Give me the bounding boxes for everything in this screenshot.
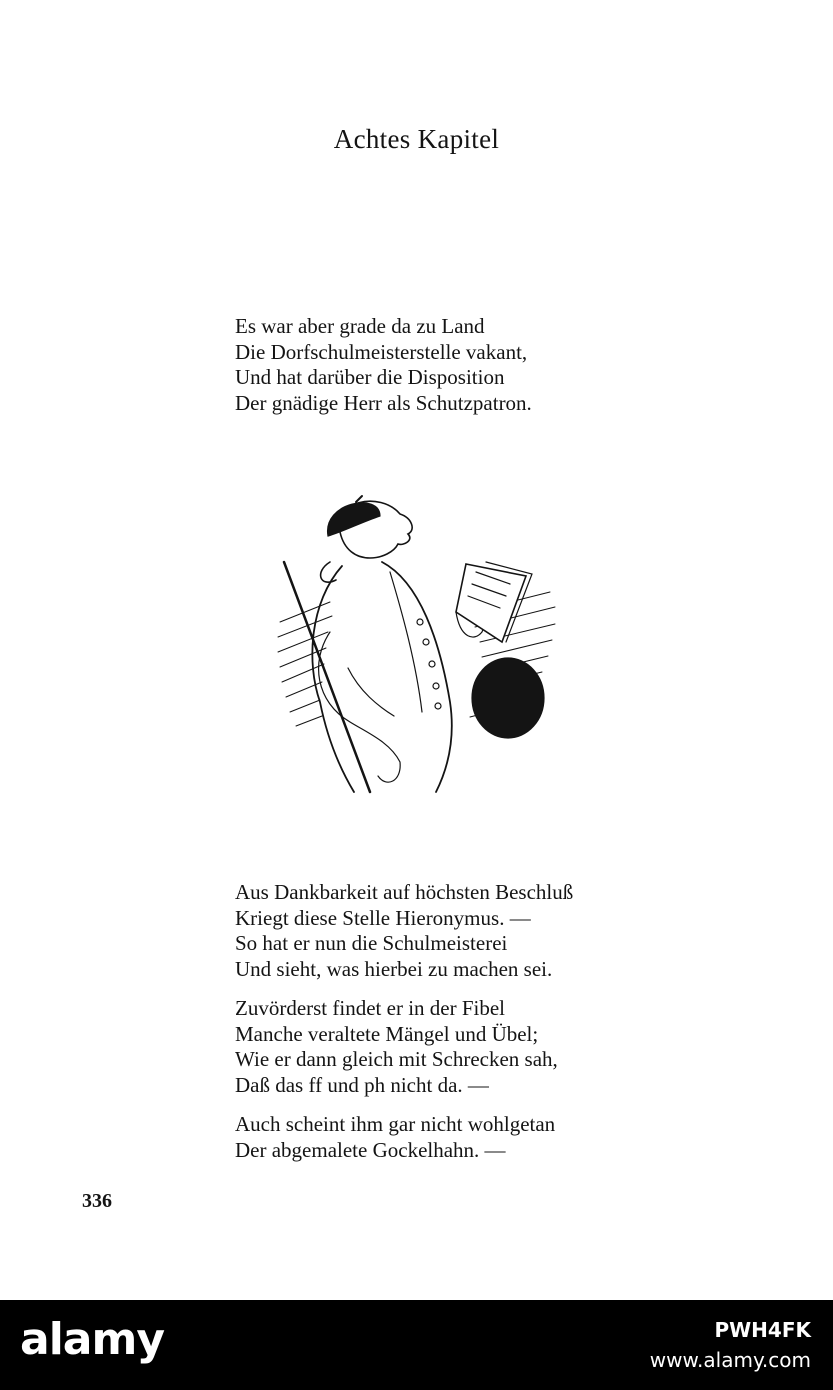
- verse-line: So hat er nun die Schulmeisterei: [235, 931, 508, 955]
- verse-line: Zuvörderst findet er in der Fibel: [235, 996, 506, 1020]
- stanza: [235, 996, 558, 1098]
- watermark-url: www.alamy.com: [649, 1348, 811, 1372]
- verse-line: Auch scheint ihm gar nicht wohlgetan: [235, 1112, 556, 1136]
- verse-line: Es war aber grade da zu Land: [235, 314, 485, 338]
- verse-line: Aus Dankbarkeit auf höchsten Beschluß: [235, 880, 574, 904]
- alamy-logo: alamy: [20, 1314, 164, 1365]
- chapter-title: Achtes Kapitel: [333, 124, 500, 154]
- image-id: PWH4FK: [714, 1318, 811, 1342]
- verse-line: Der abgemalete Gockelhahn. —: [235, 1137, 506, 1162]
- verse-line: Der gnädige Herr als Schutzpatron.: [235, 390, 532, 415]
- stanza: [235, 314, 532, 416]
- verse-line: Die Dorfschulmeisterstelle vakant,: [235, 339, 528, 364]
- watermark-meta: [650, 1318, 811, 1372]
- stanza: [235, 880, 573, 982]
- verse-line: Daß das ff und ph nicht da. —: [235, 1072, 489, 1097]
- verse-line: Und sieht, was hierbei zu machen sei.: [235, 956, 553, 981]
- verse-line: Manche veraltete Mängel und Übel;: [235, 1021, 539, 1046]
- verse-line: Wie er dann gleich mit Schrecken sah,: [235, 1047, 558, 1071]
- stanza: [235, 1112, 555, 1163]
- verse-line: Und hat darüber die Disposition: [235, 365, 505, 389]
- verse-line: Kriegt diese Stelle Hieronymus. —: [235, 905, 531, 930]
- watermark-bar: [0, 1300, 833, 1390]
- page-number: 336: [82, 1190, 112, 1212]
- schoolmaster-reading-illustration-icon: [270, 492, 570, 802]
